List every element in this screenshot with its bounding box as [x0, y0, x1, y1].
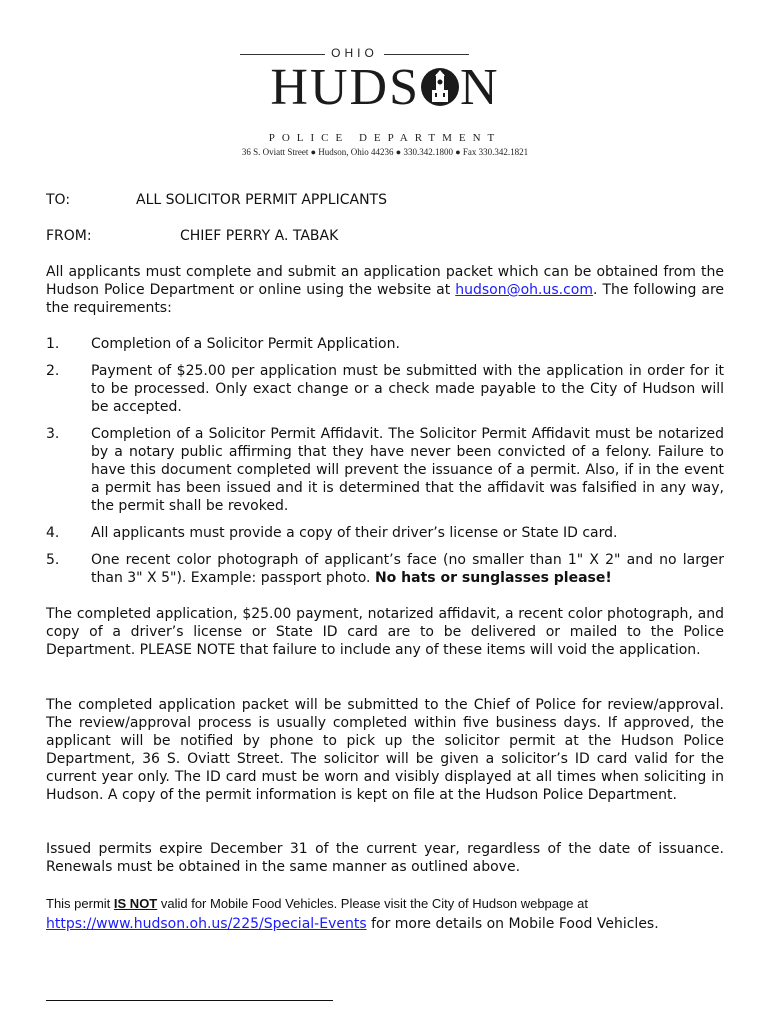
- list-text: All applicants must provide a copy of their driver’s license or State ID card.: [91, 525, 618, 541]
- memo-to-label: TO:: [46, 192, 71, 208]
- intro-text-end: . The following are the requirements:: [46, 282, 725, 316]
- clock-tower-icon: [421, 68, 459, 106]
- letterhead: [0, 44, 770, 157]
- mobile-food-link-line: [46, 914, 736, 934]
- signature-line: [46, 1000, 333, 1001]
- delivery-paragraph: The completed application, $25.00 payment, notarized affidavit, a recent color photograph, and copy of a driver’s license or State ID card are to be delivered or mailed to the Police Department. PLEASE NOTE that failure to include any of these items will void the application.: [46, 606, 724, 658]
- list-text: One recent color photograph of applicant’s face (no smaller than 1" X 2" and no larger than 3" X 5"). Example: passport photo.: [91, 552, 724, 586]
- list-number: 1.: [46, 336, 60, 352]
- review-paragraph: The completed application packet will be submitted to the Chief of Police for review/approval. The review/approval process is usually completed within five business days. If approved, the applicant will be notified by phone to pick up the solicitor permit at the Hudson Police Department, 36 S. Oviatt Street. The solicitor will be given a solicitor’s ID card valid for the current year only. The ID card must be worn and visibly displayed at all times when soliciting in Hudson. A copy of the permit information is kept on file at the Hudson Police Department.: [46, 697, 724, 803]
- mobile-food-note-line: [46, 895, 736, 913]
- memo-from-value: CHIEF PERRY A. TABAK: [180, 228, 339, 244]
- list-number: 4.: [46, 525, 60, 541]
- divider-right: [384, 54, 469, 55]
- list-number: 5.: [46, 552, 60, 568]
- list-text: Payment of $25.00 per application must be submitted with the application in order for it to be processed. Only exact change or a check made payable to the City of Hudson will be accepted.: [91, 363, 724, 415]
- department-address: 36 S. Oviatt Street ● Hudson, Ohio 44236 ● 330.342.1800 ● Fax 330.342.1821: [241, 147, 529, 157]
- city-wordmark-end: N: [460, 59, 500, 116]
- list-item: [46, 335, 724, 353]
- city-wordmark-start: HUDS: [270, 59, 420, 116]
- intro-text: All applicants must complete and submit an application packet which can be obtained from the Hudson Police Department or online using the website at: [46, 264, 724, 298]
- state-name: OHIO: [331, 46, 378, 60]
- list-text: Completion of a Solicitor Permit Affidavit. The Solicitor Permit Affidavit must be notarized by a notary public affirming that they have never been convicted of a felony. Failure to have this document completed will prevent the issuance of a permit. Also, if in the event a permit has been issued and it is determined that the affidavit was falsified in any way, the permit shall be revoked.: [91, 426, 724, 514]
- city-wordmark: [0, 58, 770, 118]
- intro-link[interactable]: hudson@oh.us.com: [455, 282, 594, 298]
- no-hats-notice: No hats or sunglasses please!: [374, 570, 612, 586]
- city-logo: [0, 59, 770, 118]
- list-number: 3.: [46, 426, 60, 442]
- note-suffix: valid for Mobile Food Vehicles. Please visit the City of Hudson webpage at: [157, 896, 588, 911]
- note-after-link: for more details on Mobile Food Vehicles.: [366, 916, 659, 932]
- list-item: [46, 362, 724, 416]
- expiration-paragraph: Issued permits expire December 31 of the current year, regardless of the date of issuance. Renewals must be obtained in the same manner as outlined above.: [46, 841, 724, 875]
- memo-to-value: ALL SOLICITOR PERMIT APPLICANTS: [136, 192, 387, 208]
- mobile-food-note: [46, 895, 736, 934]
- memo-to: [46, 192, 387, 208]
- memo-from-label: FROM:: [46, 228, 92, 244]
- list-item: [46, 425, 724, 515]
- list-item: [46, 524, 724, 542]
- memo-from: [46, 228, 339, 244]
- list-item: [46, 551, 724, 587]
- divider-left: [240, 54, 325, 55]
- list-number: 2.: [46, 363, 60, 379]
- requirements-list: [46, 335, 724, 596]
- intro-paragraph: [46, 263, 724, 317]
- special-events-link[interactable]: https://www.hudson.oh.us/225/Special-Events: [46, 916, 367, 932]
- list-text: Completion of a Solicitor Permit Application.: [91, 336, 400, 352]
- note-emphasis: IS NOT: [113, 896, 158, 911]
- department-name: POLICE DEPARTMENT: [268, 132, 502, 144]
- note-prefix: This permit: [46, 896, 114, 911]
